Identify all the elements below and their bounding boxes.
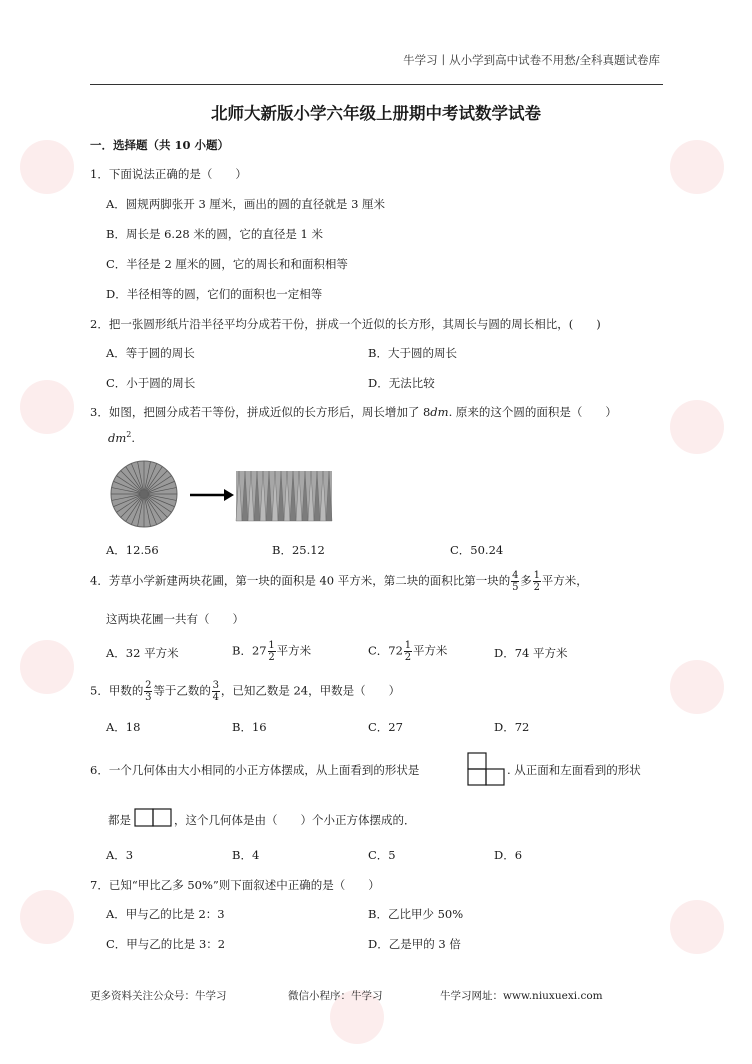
question-4-option-b [232, 640, 311, 663]
question-5-part3: ，已知乙数是 24，甲数是（ ） [220, 683, 401, 698]
question-4-option-a: A．32 平方米 [106, 646, 179, 660]
watermark-logo [20, 140, 74, 194]
numerator: 3 [212, 680, 220, 691]
footer-wechat-account: 更多资料关注公众号：牛学习 [90, 990, 227, 1002]
question-3-unit-line [108, 430, 135, 445]
question-5-stem [90, 680, 400, 703]
fraction-1-2 [268, 640, 276, 663]
denominator: 2 [404, 652, 412, 663]
watermark-logo [20, 890, 74, 944]
question-6-line1 [90, 762, 419, 778]
denominator: 4 [212, 692, 220, 703]
watermark-logo [20, 640, 74, 694]
circle-to-rectangle-figure [106, 460, 336, 528]
divided-circle-icon [111, 461, 177, 527]
question-3-stem-part1: 3．如图，把圆分成若干等份，拼成近似的长方形后，周长增加了 8 [90, 405, 431, 419]
header-tagline: 牛学习丨从小学到高中试卷不用愁/全科真题试卷库 [403, 53, 660, 67]
question-3-stem [90, 404, 617, 420]
superscript-2: 2 [126, 430, 132, 439]
question-4-option-d: D．74 平方米 [494, 646, 568, 660]
page-title: 北师大新版小学六年级上册期中考试数学试卷 [211, 104, 541, 123]
numerator: 4 [512, 570, 519, 581]
right-arrow-icon [190, 489, 234, 501]
watermark-logo [670, 660, 724, 714]
question-1-stem: 1．下面说法正确的是（ ） [90, 167, 247, 181]
numerator: 1 [533, 570, 540, 581]
question-1-option-d: D．半径相等的圆，它们的面积也一定相等 [106, 287, 323, 301]
numerator: 1 [268, 640, 275, 651]
question-6-line1-end: . 从正面和左面看到的形状 [507, 763, 641, 777]
question-7-option-d: D．乙是甲的 3 倍 [368, 937, 461, 951]
option-b-prefix: B．27 [232, 643, 267, 658]
question-4-stem-part2: 平方米， [541, 573, 588, 588]
question-7-option-b: B．乙比甲少 50% [368, 907, 464, 921]
question-5-option-b: B．16 [232, 720, 267, 734]
fraction-4-5 [511, 570, 519, 593]
question-6-line2: 都是 [108, 813, 131, 827]
question-2-stem: 2．把一张圆形纸片沿半径平均分成若干份，拼成一个近似的长方形，其周长与圆的周长相比，( ) [90, 317, 601, 331]
footer-website[interactable]: 牛学习网址：www.niuxuexi.com [440, 990, 603, 1002]
question-1-option-b: B．周长是 6.28 米的圆，它的直径是 1 米 [106, 227, 323, 241]
unit-dm-squared: dm [108, 430, 127, 445]
question-2-option-a: A．等于圆的周长 [106, 346, 195, 360]
question-6-option-a: A．3 [106, 848, 134, 862]
fraction-3-4 [212, 680, 220, 703]
question-2-option-b: B．大于圆的周长 [368, 346, 457, 360]
question-5-option-c: C．27 [368, 720, 403, 734]
question-6-line2-end: ，这个几何体是由（ ）个小正方体摆成的． [174, 813, 416, 827]
header-divider [90, 84, 663, 85]
fraction-1-2 [533, 570, 541, 593]
section-heading: 一．选择题（共 10 小题） [90, 138, 230, 152]
question-4-stem [90, 570, 588, 593]
question-5-option-a: A．18 [106, 720, 141, 734]
watermark-logo [670, 140, 724, 194]
footer-mini-program: 微信小程序：牛学习 [288, 990, 383, 1002]
question-1-option-a: A．圆规两脚张开 3 厘米，画出的圆的直径就是 3 厘米 [106, 197, 386, 211]
denominator: 2 [268, 652, 275, 663]
top-view-shape-icon [467, 752, 505, 786]
unit-dm: dm [430, 405, 449, 419]
question-3-option-b: B．25.12 [272, 543, 325, 557]
question-6-option-c: C．5 [368, 848, 396, 862]
watermark-logo [20, 380, 74, 434]
approximate-rectangle-icon [236, 471, 332, 521]
question-6-option-d: D．6 [494, 848, 523, 862]
question-2-option-c: C．小于圆的周长 [106, 376, 196, 390]
question-7-stem: 7．已知“甲比乙多 50%”则下面叙述中正确的是（ ） [90, 878, 380, 892]
option-c-unit: 平方米 [412, 643, 448, 658]
fraction-2-3 [144, 680, 152, 703]
question-6-option-b: B．4 [232, 848, 260, 862]
denominator: 5 [512, 582, 519, 593]
denominator: 2 [533, 582, 540, 593]
question-3-stem-part2: . 原来的这个圆的面积是（ ） [448, 405, 617, 419]
question-3-option-a: A．12.56 [106, 543, 159, 557]
front-side-view-shape-icon [134, 808, 172, 828]
watermark-logo [670, 400, 724, 454]
watermark-logo [670, 900, 724, 954]
question-4-line2: 这两块花圃一共有（ ） [106, 612, 244, 626]
question-7-option-a: A．甲与乙的比是 2：3 [106, 907, 225, 921]
question-3-option-c: C．50.24 [450, 543, 504, 557]
question-5-part1: 5．甲数的 [90, 683, 144, 698]
question-1-option-c: C．半径是 2 厘米的圆，它的周长和和面积相等 [106, 257, 348, 271]
question-7-option-c: C．甲与乙的比是 3：2 [106, 937, 226, 951]
option-b-unit: 平方米 [276, 643, 312, 658]
option-c-prefix: C．72 [368, 643, 403, 658]
question-4-stem-part1: 4．芳草小学新建两块花圃，第一块的面积是 40 平方米，第二块的面积比第一块的 [90, 573, 511, 588]
fraction-1-2 [404, 640, 412, 663]
numerator: 1 [404, 640, 412, 651]
numerator: 2 [145, 680, 152, 691]
denominator: 3 [145, 692, 152, 703]
question-5-option-d: D．72 [494, 720, 530, 734]
question-5-part2: 等于乙数的 [153, 683, 211, 698]
period: . [131, 430, 136, 445]
question-4-option-c [368, 640, 447, 663]
question-4-more: 多 [520, 573, 532, 588]
question-6-part1: 6．一个几何体由大小相同的小正方体摆成，从上面看到的形状是 [90, 763, 420, 777]
question-2-option-d: D．无法比较 [368, 376, 435, 390]
